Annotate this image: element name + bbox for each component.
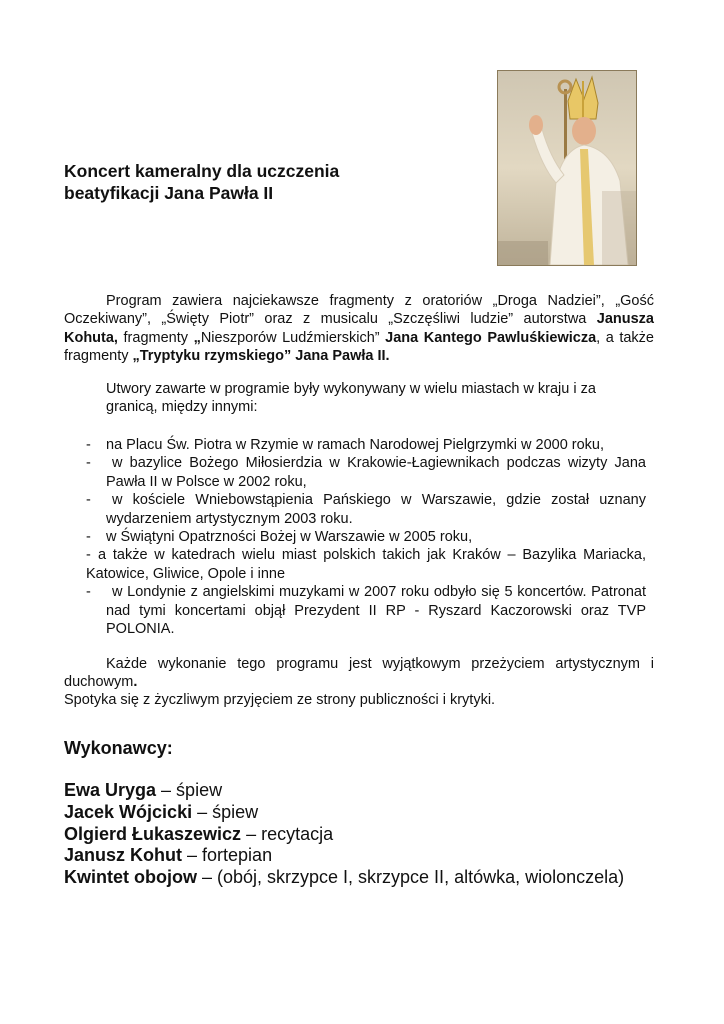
performer-item bbox=[64, 867, 624, 889]
pope-illustration bbox=[498, 71, 636, 265]
performer-role: – śpiew bbox=[156, 780, 223, 800]
closing-paragraph bbox=[64, 655, 654, 692]
pope-photo bbox=[497, 70, 637, 266]
list-dash: - bbox=[86, 584, 91, 601]
places-intro: Utwory zawarte w programie były wykonywany w wielu miastach w kraju i za granicą, między innymi: bbox=[106, 381, 596, 416]
performer-role: – fortepian bbox=[182, 845, 273, 866]
performer-role: – (obój, skrzypce I, skrzypce II, altówka, wiolonczela) bbox=[196, 867, 625, 888]
intro-text-4: , a także fragmenty bbox=[64, 329, 654, 365]
performer-role: – śpiew bbox=[192, 801, 259, 822]
list-dash: - bbox=[86, 529, 91, 546]
list-item bbox=[64, 454, 646, 491]
performers-heading: Wykonawcy: bbox=[64, 738, 173, 758]
performer-name: Ewa Uryga bbox=[64, 780, 157, 800]
list-dash: - bbox=[86, 455, 91, 472]
places-list bbox=[64, 436, 646, 638]
intro-text-3: Nieszporów Ludźmierskich” bbox=[200, 329, 386, 346]
intro-paragraph bbox=[64, 292, 654, 366]
performer-role: – recytacja bbox=[241, 823, 334, 844]
performer-name: Jacek Wójcicki bbox=[64, 801, 193, 822]
page-title bbox=[64, 160, 339, 204]
title-line-2: beatyfikacji Jana Pawła II bbox=[64, 183, 274, 203]
list-item-text: na Placu Św. Piotra w Rzymie w ramach Narodowej Pielgrzymki w 2000 roku, bbox=[106, 437, 605, 453]
list-item-text: w Świątyni Opatrzności Bożej w Warszawie w 2005 roku, bbox=[106, 529, 473, 546]
performer-item bbox=[64, 802, 624, 824]
list-item bbox=[64, 546, 646, 583]
performer-name: Kwintet obojow bbox=[64, 867, 197, 888]
closing-bold: . bbox=[133, 674, 138, 691]
performer-name: Olgierd Łukaszewicz bbox=[64, 823, 242, 844]
performer-item bbox=[64, 780, 624, 802]
title-line-1: Koncert kameralny dla uczczenia bbox=[64, 161, 340, 181]
list-item bbox=[64, 436, 646, 454]
performers-list bbox=[64, 780, 624, 889]
list-dash: - bbox=[86, 547, 91, 564]
intro-bold-2: „ bbox=[193, 329, 201, 346]
list-item-text: w bazylice Bożego Miłosierdzia w Krakowie-Łagiewnikach podczas wizyty Jana Pawła II w Polsce w 2002 roku, bbox=[106, 455, 646, 490]
performer-item bbox=[64, 845, 624, 867]
intro-text-1: Program zawiera najciekawsze fragmenty z oratoriów „Droga Nadziei”, „Gość Oczekiwany”, „Święty Piotr” oraz z musicalu „Szczęśliwi ludzie” autorstwa bbox=[64, 293, 654, 328]
list-dash: - bbox=[86, 492, 91, 509]
performer-name: Janusz Kohut bbox=[64, 845, 183, 866]
intro-bold-4: „Tryptyku rzymskiego” Jana Pawła II. bbox=[132, 348, 390, 365]
list-item bbox=[64, 583, 646, 638]
performer-item bbox=[64, 824, 624, 846]
list-item bbox=[64, 528, 646, 546]
list-item-text: w Londynie z angielskimi muzykami w 2007 roku odbyło się 5 koncertów. Patronat nad tymi koncertami objął Prezydent II RP - Ryszard Kaczorowski oraz TVP POLONIA. bbox=[106, 584, 646, 638]
closing-line-2: Spotyka się z życzliwym przyjęciem ze strony publiczności i krytyki. bbox=[64, 692, 496, 708]
closing-text: Każde wykonanie tego programu jest wyjątkowym przeżyciem artystycznym i duchowym bbox=[64, 656, 654, 691]
intro-bold-1: Janusza Kohuta, bbox=[64, 311, 654, 346]
intro-text-2: fragmenty bbox=[117, 329, 194, 346]
list-item bbox=[64, 491, 646, 528]
list-dash: - bbox=[86, 437, 91, 453]
list-item-text: a także w katedrach wielu miast polskich takich jak Kraków – Bazylika Mariacka, Katowice, Gliwice, Opole i inne bbox=[86, 547, 646, 582]
list-item-text: w kościele Wniebowstąpienia Pańskiego w Warszawie, gdzie został uznany wydarzeniem artystycznym 2003 roku. bbox=[106, 492, 646, 527]
intro-bold-3: Jana Kantego Pawluśkiewicza bbox=[385, 329, 597, 346]
